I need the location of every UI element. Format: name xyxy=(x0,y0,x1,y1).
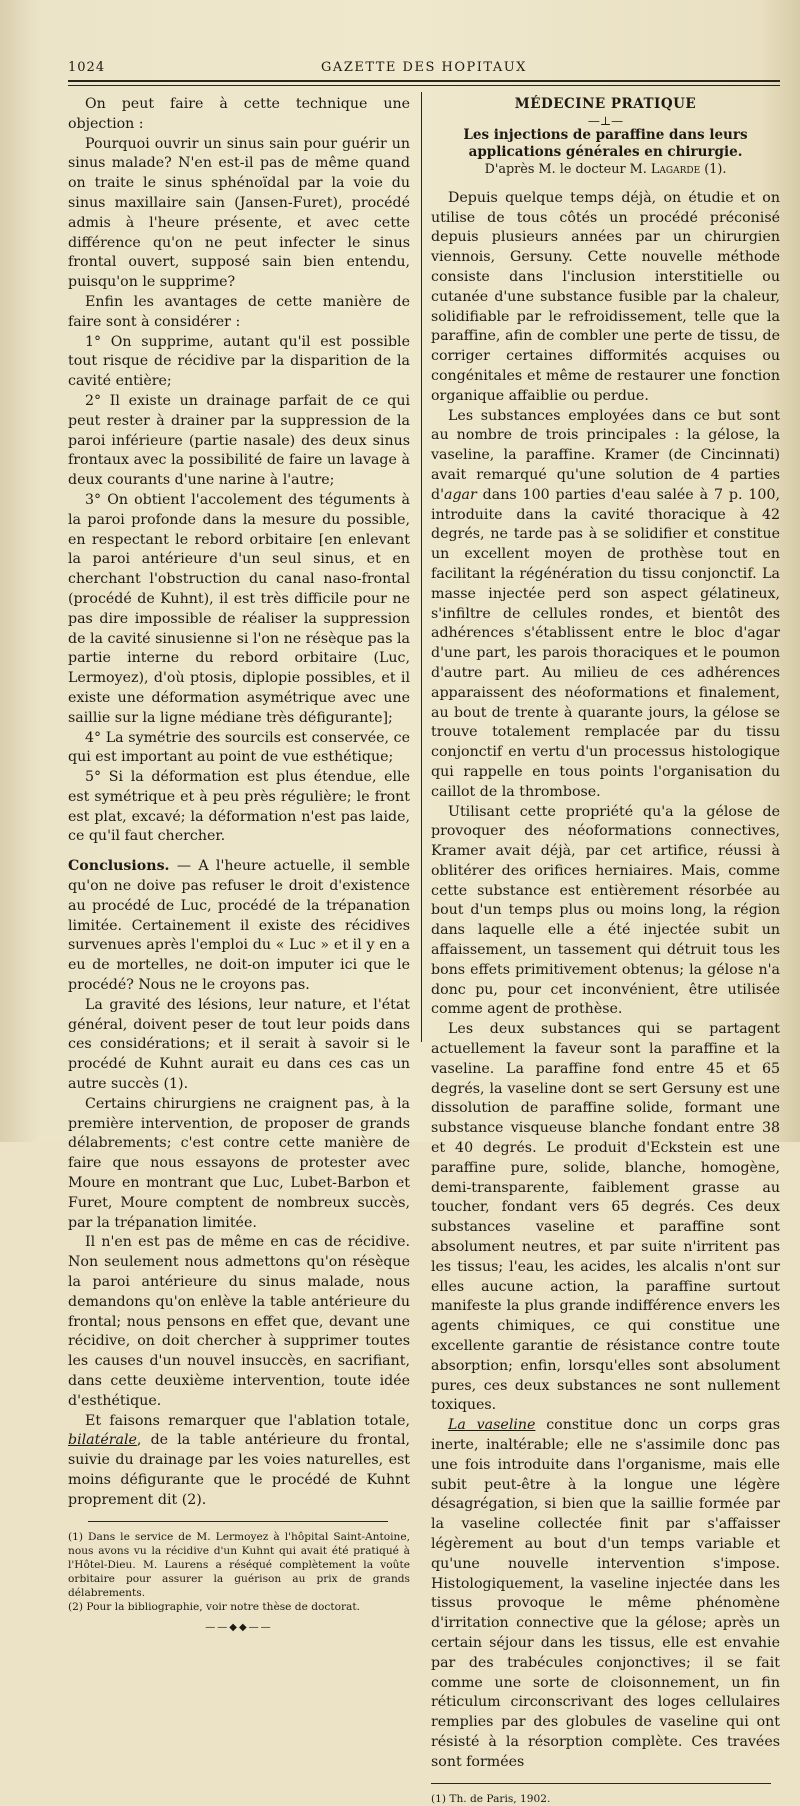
page-number: 1024 xyxy=(68,60,106,75)
right-column xyxy=(431,95,780,1806)
paragraph: Les deux substances qui se partagent actuellement la faveur sont la paraffine et la vaseline. La paraffine fond entre 45 et 65 degrés, la vaseline dont se sert Gersuny est une dissolution de paraffine solide, formant une substance visqueuse blanche fondant entre 38 et 40 degrés. Le produit d'Eckstein est une paraffine pure, solide, blanche, homogène, demi-transparente, faiblement grasse au toucher, fondant vers 65 degrés. Ces deux substances vaseline et paraffine sont absolument neutres, et par suite n'irritent pas les tissus; l'eau, les acides, les alcalis n'ont sur elles aucune action, la paraffine surtout manifeste la plus grande indifférence envers les agents chimiques, ce qui constitue une excellente garantie de résistance contre toute absorption; enfin, lorsqu'elles sont absolument pures, ces deux substances ne sont nullement toxiques. xyxy=(431,1021,780,1414)
conclusions-label: Conclusions. xyxy=(68,858,170,875)
footnote: (1) Dans le service de M. Lermoyez à l'hôpital Saint-Antoine, nous avons vu la récidive d'un Kuhnt qui avait été pratiqué à l'Hôtel-Dieu. M. Laurens a réséqué complètement la voûte orbitaire pour assurer la guérison au prix de grands délabrements. xyxy=(68,1530,410,1599)
article-title: Les injections de paraffine dans leurs applications générales en chirurgie. xyxy=(463,126,748,160)
footnote: (1) Th. de Paris, 1902. xyxy=(431,1792,551,1805)
paragraph: On peut faire à cette technique une objection : xyxy=(68,96,410,132)
section-ornament: —⊥— xyxy=(587,113,624,128)
footnote: (2) Pour la bibliographie, voir notre thèse de doctorat. xyxy=(68,1600,360,1613)
header-rule-thick xyxy=(68,80,780,82)
paragraph: La gravité des lésions, leur nature, et l'état général, doivent peser de tout leur poids dans ces considérations; et il serait à savoir si le procédé de Kuhnt aurait eu dans ces cas un autre succès (1). xyxy=(68,996,410,1093)
column-separator xyxy=(421,92,422,1042)
paragraph: Pourquoi ouvrir un sinus sain pour guérir un sinus malade? N'en est-il pas de même quand on traite le sinus sphénoïdal par la voie du sinus maxillaire sain (Jansen-Furet), procédé admis à l'heure présente, et avec cette différence qu'on ne peut infecter le sinus frontal ouvert, supposé sain bien entendu, puisqu'on le supprime? xyxy=(68,135,410,291)
paragraph: Certains chirurgiens ne craignent pas, à la première intervention, de proposer de grands délabrements; c'est contre cette manière de faire que nous essayons de protester avec Moure en montrant que Luc, Lubet-Barbon et Furet, Moure comptent de nombreux succès, par la trépanation limitée. xyxy=(68,1095,410,1231)
list-item: 5° Si la déformation est plus étendue, elle est symétrique et à peu près régulière; le front est plat, excavé; la déformation n'est pas laide, ce qu'il faut chercher. xyxy=(68,769,410,845)
journal-title: GAZETTE DES HOPITAUX xyxy=(321,60,527,75)
paragraph: Les substances employées dans ce but sont au nombre de trois principales : la gélose, la vaseline, la paraffine. Kramer (de Cincinnati) avait remarqué qu'une solution de 4 parties d'agar dans 100 parties d'eau salée à 7 p. 100, introduite dans la cavité thoracique à 42 degrés, ne tarde pas à se solidifier et constitue un excellent moyen de prothèse tout en facilitant la régénération du tissu conjonctif. La masse injectée perd son aspect gélatineux, s'infiltre de cellules rondes, et bientôt des adhérences s'établissent entre le bloc d'agar d'une part, les parois thoraciques et le poumon d'autre part. Au milieu de ces adhérences apparaissent des néoformations et finalement, au bout de trente à quarante jours, la gélose se trouve totalement remplacée par du tissu conjonctif en vertu d'un processus histologique qui rappelle en tous points l'organisation du caillot de la thrombose. xyxy=(431,407,780,800)
list-item: 1° On supprime, autant qu'il est possible tout risque de récidive par la disparition de la cavité entière; xyxy=(68,333,410,390)
paragraph: Depuis quelque temps déjà, on étudie et on utilise de tous côtés un procédé préconisé depuis plusieurs années par un chirurgien viennois, Gersuny. Cette nouvelle méthode consiste dans l'inclusion interstitielle ou cutanée d'une substance fusible par la chaleur, solidifiable par le refroidissement, telle que la paraffine, afin de combler une perte de tissu, de corriger certaines difformités acquises ou congénitales et même de restaurer une fonction organique affaiblie ou perdue. xyxy=(431,189,780,404)
conclusions-paragraph: Conclusions. — A l'heure actuelle, il semble qu'on ne doive pas refuser le droit d'existence au procédé de Luc, procédé de la trépanation limitée. Certainement il existe des récidives survenues après l'emploi du « Luc » et il y en a eu de mortelles, ne doit-on imputer ici que le procédé? Nous ne le croyons pas. xyxy=(68,858,410,994)
left-column xyxy=(68,95,410,1637)
paragraph: Enfin les avantages de cette manière de faire sont à considérer : xyxy=(68,293,410,330)
paragraph: Utilisant cette propriété qu'a la gélose de provoquer des néoformations connectives, Kramer avait déjà, par cet artifice, réussi à oblitérer des orifices herniaires. Mais, comme cette substance est entièrement résorbée au bout d'un temps plus ou moins long, la région dans laquelle elle a été injectée subit un affaissement, un tassement qui détruit tous les bons effets primitivement obtenus; la gélose n'a donc pu, pour cet inconvénient, être utilisée comme agent de prothèse. xyxy=(431,803,780,1018)
article-byline: D'après M. le docteur M. Lagarde (1). xyxy=(484,161,727,177)
header-rule-thin xyxy=(68,85,780,86)
list-item: 3° On obtient l'accolement des téguments à la paroi profonde dans la mesure du possible, en respectant le rebord orbitaire [en enlevant la paroi antérieure d'un seul sinus, et en cherchant l'obstruction du canal naso-frontal (procédé de Kuhnt), il est très difficile pour ne pas dire impossible de réaliser la suppression de la cavité sinusienne si l'on ne résèque pas la partie interne du rebord orbitaire (Luc, Lermoyez), d'où ptosis, diplopie possibles, et il existe une déformation asymétrique avec une saillie sur la ligne médiane très défigurante]; xyxy=(68,491,410,726)
list-item: 4° La symétrie des sourcils est conservée, ce qui est important au point de vue esthétique; xyxy=(68,729,410,766)
end-ornament: ——◆◆—— xyxy=(205,1621,273,1633)
paragraph: Il n'en est pas de même en cas de récidive. Non seulement nous admettons qu'on résèque la paroi antérieure du sinus malade, nous demandons qu'on enlève la table antérieure du frontal; nous pensons en effet que, devant une récidive, on doit chercher à supprimer toutes les causes d'un nouvel insuccès, en sacrifiant, dans cette deuxième intervention, toute idée d'esthétique. xyxy=(68,1234,410,1409)
section-title: MÉDECINE PRATIQUE xyxy=(514,96,697,112)
list-item: 2° Il existe un drainage parfait de ce qui peut rester à drainer par la suppression de la paroi inférieure (partie nasale) des deux sinus frontaux avec la possibilité de faire un lavage à deux courants d'une narine à l'autre; xyxy=(68,392,410,489)
paragraph: Et faisons remarquer que l'ablation totale, bilatérale, de la table antérieure du frontal, suivie du drainage par les voies naturelles, est moins défigurante que le procédé de Kuhnt proprement dit (2). xyxy=(68,1412,410,1508)
paragraph: La vaseline constitue donc un corps gras inerte, inaltérable; elle ne s'assimile donc pas une fois introduite dans l'organisme, mais elle subit peut-être à la longue une légère désagrégation, si bien que la saillie formée par la vaseline collectée finit par s'affaisser légèrement au bout d'un temps variable et qu'une nouvelle intervention s'impose. Histologiquement, la vaseline injectée dans les tissus provoque le même phénomène d'irritation connective que la gélose; après un certain séjour dans les tissus, elle est envahie par des trabécules conjonctives; il se fait comme une sorte de cloisonnement, un fin réticulum circonscrivant des loges cellulaires remplies par des globules de vaseline qui ont résisté à la résorption complète. Ces travées sont formées xyxy=(431,1417,780,1770)
footnote-rule xyxy=(431,1783,771,1784)
page-header xyxy=(68,56,780,78)
footnote-rule xyxy=(88,1521,388,1522)
